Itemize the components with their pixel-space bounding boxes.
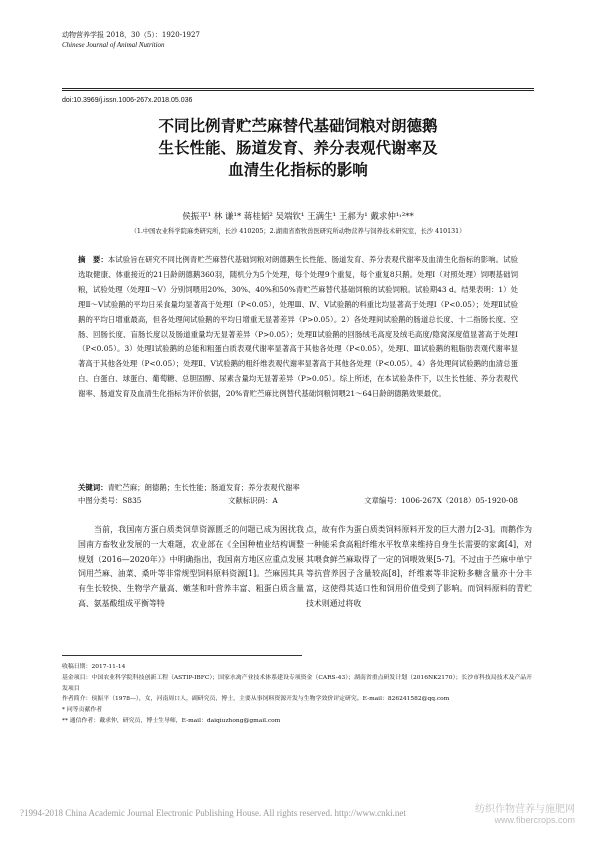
article-title [62, 115, 534, 181]
doi-line[interactable]: doi:10.3969/j.issn.1006-267x.2018.05.036 [62, 97, 193, 104]
header-rule [62, 88, 534, 89]
watermark [475, 804, 575, 826]
footnote-equal-contribution: * 同等贡献作者 [62, 707, 103, 714]
keywords [78, 482, 518, 493]
article-number: 文章编号：1006-267X（2018）05-1920-08 [364, 496, 518, 505]
document-code: 文献标识码：A [227, 496, 278, 505]
classification-line [78, 495, 518, 506]
title-line-3: 血清生化指标的影响 [228, 161, 368, 179]
journal-en-name: Chinese Journal of Animal Nutrition [62, 41, 165, 49]
abstract [78, 253, 518, 402]
footnote-rule [62, 655, 302, 656]
affiliation: （1.中国农业科学院麻类研究所，长沙 410205；2.湖南省畜牧兽医研究所动物营养与饲养技术研究室，长沙 410131） [130, 228, 466, 235]
clc-number: 中图分类号：S835 [78, 496, 142, 505]
footnote-funding: 基金项目：中国农业科学院科技创新工程（ASTIP-IBFC）；国家水禽产业技术体系建设专项资金（CARS-43）；湖南省重点研发计划（2016NK2170）；长沙市科技局技术及产品开发项目 [62, 674, 533, 692]
footnotes [62, 662, 536, 727]
header-rule-thin [62, 90, 534, 91]
journal-header [62, 30, 200, 50]
title-line-1: 不同比例青贮苎麻替代基础饲粮对朗德鹅 [158, 117, 438, 135]
footnote-author-bio: 作者简介：侯振平（1978—），女，河南周口人，副研究员，博士，主要从事饲料资源开发与生物学效价评定研究。E-mail：826241582@qq.com [62, 696, 450, 703]
author-list: 侯振平¹ 林 谦¹* 蒋桂韬² 吴端钦¹ 王满生¹ 王郝为¹ 戴求仲¹˒²** [182, 212, 414, 222]
copyright-line: ?1994-2018 China Academic Journal Electronic Publishing House. All rights reserved. http://www.cnki.net [20, 808, 406, 818]
journal-cn-line: 动物营养学报 2018，30（5）：1920-1927 [62, 31, 200, 39]
keywords-label: 关键词： [78, 483, 108, 492]
body-column-left: 当前，我国南方蛋白质类饲草资源匮乏的问题已成为困扰我国南方畜牧业发展的一大难题，农业部在《全国种植业结构调整规划（2016—2020年）》中明确指出，我国南方地区应重点发展饲用苎麻、油菜、桑叶等非常规型饲料原料资源[1]。苎麻因其具有生长较快、生物学产量高、嫩茎和叶营养丰富、粗蛋白质含量高、氨基酸组成平衡等特 [78, 525, 304, 608]
title-line-2: 生长性能、肠道发育、养分表观代谢率及 [158, 139, 438, 157]
body-column-right: 点，故有作为蛋白质类饲料原料开发的巨大潜力[2-3]。而鹅作为一种能采食高粗纤维水平牧草来维持自身生长需要的家禽[4]，对其喂食鲜苎麻取得了一定的饲喂效果[5-7]。不过由于苎麻中单宁等抗营养因子含量较高[8]，纤维素等非淀粉多糖含量亦十分丰富，这使得其适口性和饲用价值受到了影响。而饲料原料的青贮技术则通过将收 [306, 525, 532, 608]
footnote-corresponding: ** 通信作者：戴求仲，研究员，博士生导师，E-mail：daiqiuzhong@gmail.com [62, 717, 281, 724]
watermark-cn: 纺织作物营养与施肥网 [475, 804, 575, 815]
watermark-url: www.fibercrops.com [494, 815, 575, 825]
abstract-label: 摘 要： [78, 255, 108, 264]
footnote-received: 收稿日期：2017-11-14 [62, 664, 126, 670]
keywords-text: 青贮苎麻；朗德鹅；生长性能；肠道发育；养分表观代谢率 [107, 483, 300, 492]
abstract-text: 本试验旨在研究不同比例青贮苎麻替代基础饲粮对朗德鹅生长性能、肠道发育、养分表观代谢率及血清生化指标的影响。试验选取健康、体重接近的21日龄朗德鹅360羽，随机分为5个处理，每个处理9个重复，每个重复8只鹅。处理Ⅰ（对照处理）饲喂基础饲粮，试验处理（处理Ⅱ～Ⅴ）分别饲喂用20%、30%、40%和50%青贮苎麻替代基础饲粮的试验饲粮。试验期43 d。结果表明：1）处理Ⅱ～Ⅴ试验鹅的平均日采食量均显著高于处理Ⅰ（P<0.05），处理Ⅲ、Ⅳ、Ⅴ试验鹅的料重比均显著高于处理Ⅰ（P<0.05）；处理Ⅱ试验鹅的平均日增重最高，但各处理间试验鹅的平均日增重无显著差异（P>0.05）。2）各处理间试验鹅的肠道总长度、十二指肠长度、空肠、回肠长度、盲肠长度以及肠道重量均无显著差异（P>0.05）；处理Ⅱ试验鹅的回肠绒毛高度及绒毛高度/隐窝深度值显著高于处理Ⅰ（P<0.05）。3）处理Ⅰ试验鹅的总能和粗蛋白质表观代谢率显著高于其他各处理（P<0.05），处理Ⅰ、Ⅲ试验鹅的粗脂肪表观代谢率显著高于其他各处理（P<0.05）；处理Ⅱ、Ⅴ试验鹅的粗纤维表观代谢率显著高于其他各处理（P<0.05）。4）各处理间试验鹅的血清总蛋白、白蛋白、球蛋白、葡萄糖、总胆固醇、尿素含量均无显著差异（P>0.05）。综上所述，在本试验条件下，以生长性能、养分表观代谢率、肠道发育及血清生化指标为评价依据，20%青贮苎麻比例替代基础饲粮饲喂21～64日龄朗德鹅效果最优。 [78, 255, 518, 399]
